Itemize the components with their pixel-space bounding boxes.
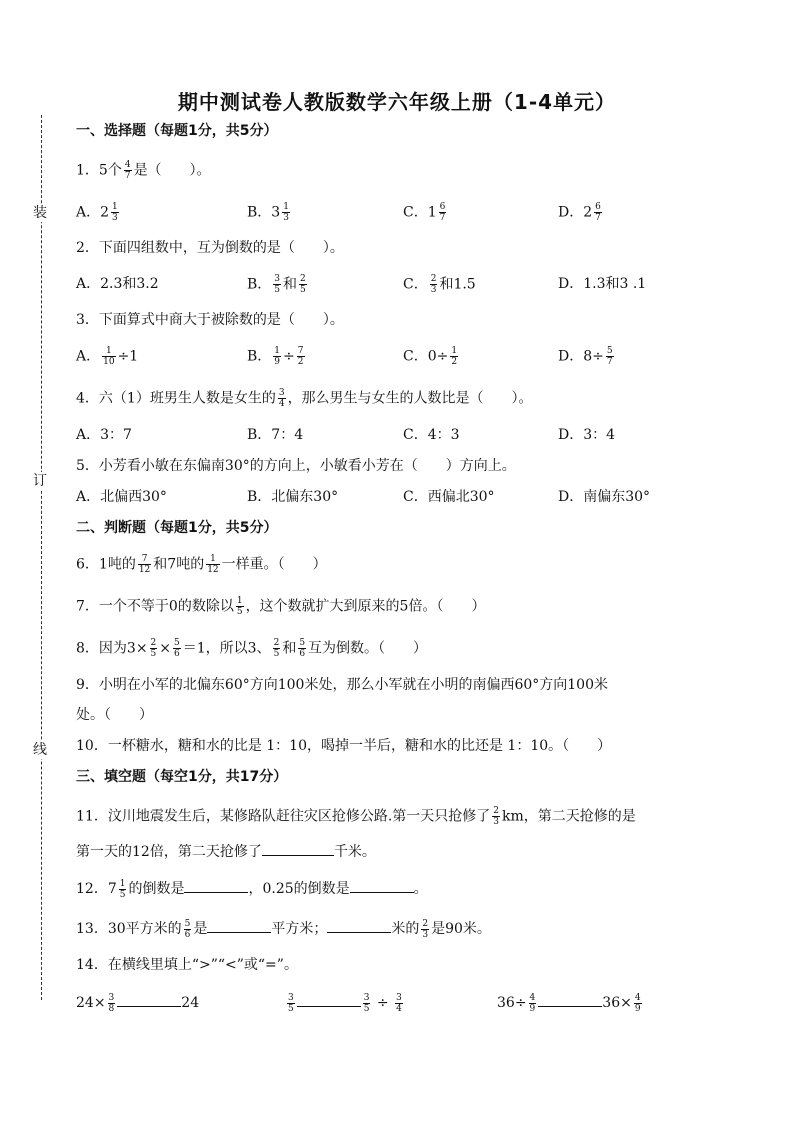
- q3-option-c: C．0÷ $\frac{1}{2}$: [403, 346, 458, 367]
- q3-option-a: A． $\frac{1}{10}$ ÷1: [76, 346, 139, 367]
- question-8: 8．因为3× $\frac{2}{5}$ × $\frac{5}{6}$ ＝1，所以3、 $\frac{2}{5}$ 和 $\frac{5}{6}$ 互为倒数。（ ）: [76, 638, 428, 659]
- q2-option-b: B． $\frac{3}{5}$ 和 $\frac{2}{5}$: [247, 274, 306, 295]
- question-9-line-2: 处。（ ）: [76, 707, 153, 723]
- q4-option-c: C．4：3: [403, 427, 460, 443]
- q3-option-d: D．8÷ $\frac{5}{7}$: [558, 346, 613, 367]
- q5-option-d: D．南偏东30°: [558, 489, 651, 505]
- q14-expression-1: 24× $\frac{3}{8}$ 24: [76, 992, 200, 1014]
- q1-option-a: A．2 $\frac{1}{3}$: [76, 202, 118, 223]
- q1-option-d: D．2 $\frac{6}{7}$: [558, 202, 601, 223]
- question-4: 4．六（1）班男生人数是女生的 $\frac{3}{4}$ ，那么男生与女生的人数比是（ ）。: [76, 388, 533, 409]
- binding-line: [41, 115, 42, 1000]
- answer-blank[interactable]: [262, 841, 334, 856]
- answer-blank[interactable]: [184, 878, 248, 893]
- answer-blank[interactable]: [117, 992, 181, 1007]
- q3-option-b: B． $\frac{1}{9}$ ÷ $\frac{7}{2}$: [247, 346, 304, 367]
- binding-char-xian: 线: [33, 742, 47, 758]
- answer-blank[interactable]: [327, 918, 391, 933]
- q4-option-b: B．7：4: [247, 427, 304, 443]
- q1-option-c: C．1 $\frac{6}{7}$: [403, 202, 446, 223]
- question-1: 1．5个 $\frac{4}{7}$ 是（ ）。: [76, 160, 211, 181]
- question-2: 2．下面四组数中，互为倒数的是（ ）。: [76, 240, 344, 256]
- question-7: 7．一个不等于0的数除以 $\frac{1}{5}$ ，这个数就扩大到原来的5倍。（ ）: [76, 596, 486, 617]
- q5-option-b: B．北偏东30°: [247, 489, 339, 505]
- question-3: 3．下面算式中商大于被除数的是（ ）。: [76, 312, 344, 328]
- q4-option-a: A．3：7: [76, 427, 132, 443]
- answer-blank[interactable]: [207, 918, 271, 933]
- binding-char-ding: 订: [33, 473, 47, 489]
- q14-expression-3: 36÷ $\frac{4}{9}$ 36× $\frac{4}{9}$: [497, 992, 641, 1014]
- question-11-line-2: 第一天的12倍，第二天抢修了 千米。: [76, 841, 724, 862]
- q1-option-b: B．3 $\frac{1}{3}$: [247, 202, 289, 223]
- question-11-line-1: 11．汶川地震发生后，某修路队赶往灾区抢修公路.第一天只抢修了 $\frac{2}{3}$ km，第二天抢修的是: [76, 806, 636, 827]
- q5-option-c: C．西偏北30°: [403, 489, 495, 505]
- question-10: 10．一杯糖水，糖和水的比是 1：10，喝掉一半后，糖和水的比还是 1：10。（ ）: [76, 738, 612, 754]
- question-9-line-1: 9．小明在小军的北偏东60°方向100米处，那么小军就在小明的南偏西60°方向100米: [76, 677, 608, 693]
- question-5: 5．小芳看小敏在东偏南30°的方向上，小敏看小芳在（ ）方向上。: [76, 458, 516, 474]
- question-14: 14．在横线里填上“>”“<”或“=”。: [76, 957, 298, 973]
- fraction: $\frac{4}{7}$: [124, 160, 131, 181]
- page-title: 期中测试卷人教版数学六年级上册（1-4单元）: [177, 90, 617, 114]
- q5-option-a: A．北偏西30°: [76, 489, 167, 505]
- section-heading-fill: 三、填空题（每空1分，共17分）: [76, 769, 288, 785]
- question-12: 12．7 $\frac{1}{5}$ 的倒数是 ，0.25的倒数是 。: [76, 878, 428, 900]
- question-13: 13．30平方米的 $\frac{5}{6}$ 是 平方米； 米的 $\frac{2}{3}$ 是90米。: [76, 918, 491, 940]
- q14-expression-2: $\frac{3}{5}$ $\frac{3}{5}$ ÷ $\frac{3}{4}$: [288, 992, 402, 1014]
- answer-blank[interactable]: [350, 878, 414, 893]
- q4-option-d: D．3：4: [558, 427, 616, 443]
- answer-blank[interactable]: [297, 992, 361, 1007]
- q2-option-d: D．1.3和3 .1: [558, 276, 647, 292]
- question-6: 6．1吨的 $\frac{7}{12}$ 和7吨的 $\frac{1}{12}$ 一样重。（ ）: [76, 554, 327, 575]
- q2-option-a: A．2.3和3.2: [76, 276, 159, 292]
- binding-char-zhuang: 装: [33, 205, 47, 221]
- section-heading-choice: 一、选择题（每题1分，共5分）: [76, 123, 278, 139]
- section-heading-judge: 二、判断题（每题1分，共5分）: [76, 520, 278, 536]
- answer-blank[interactable]: [538, 992, 602, 1007]
- q2-option-c: C． $\frac{2}{3}$ 和1.5: [403, 274, 476, 295]
